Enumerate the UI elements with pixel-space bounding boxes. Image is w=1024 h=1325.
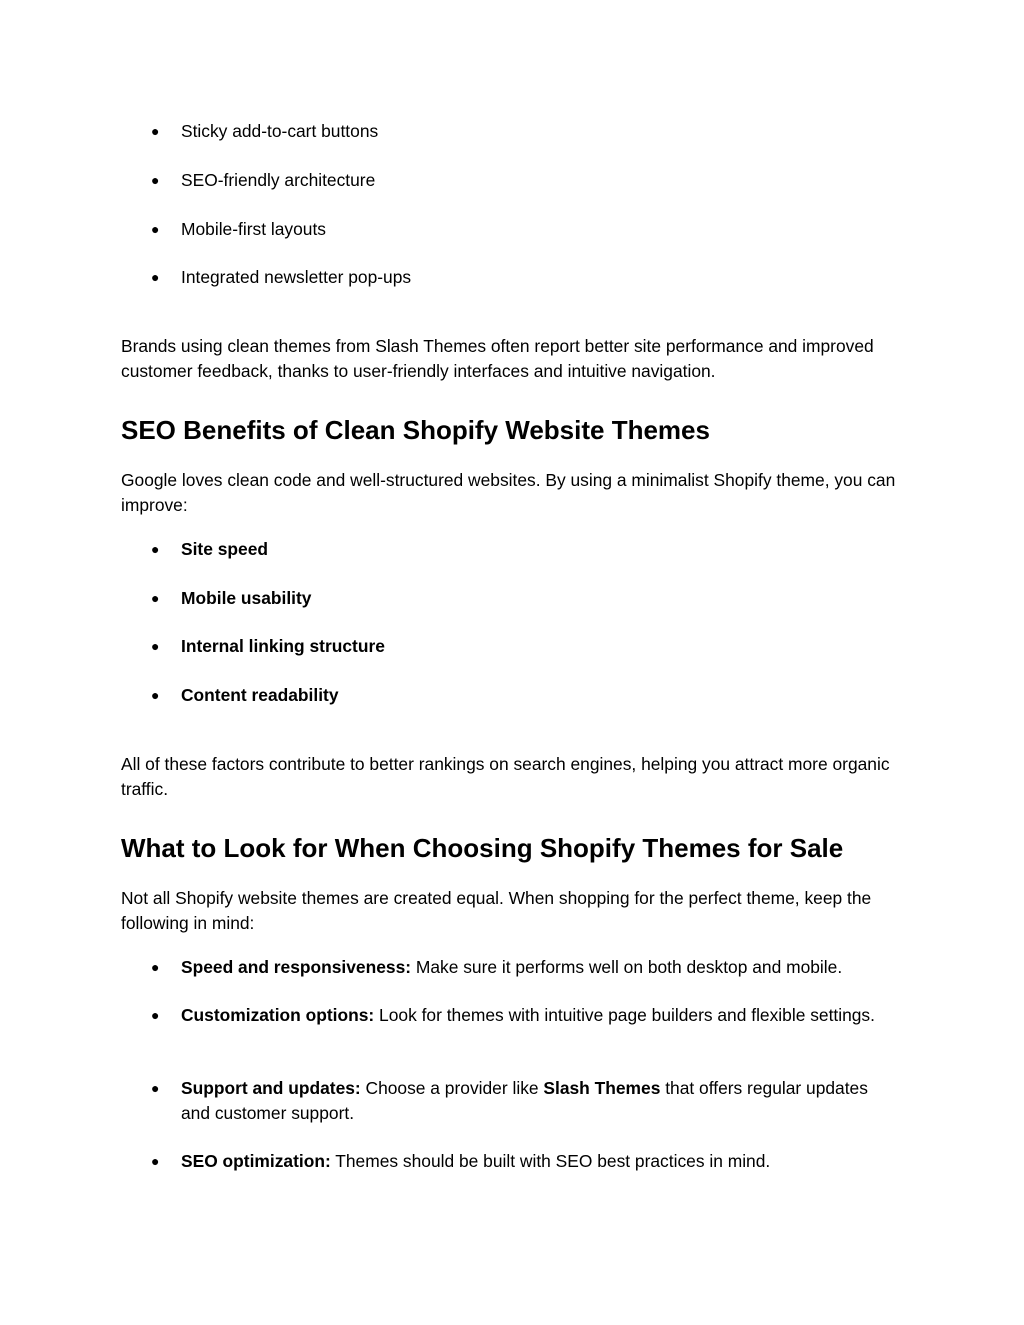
list-item-term: Support and updates: bbox=[181, 1078, 361, 1098]
list-item-description: Look for themes with intuitive page builders and flexible settings. bbox=[374, 1005, 875, 1025]
bullet-icon: ● bbox=[151, 590, 160, 606]
list-item-text bbox=[181, 1003, 896, 1028]
list-item-text bbox=[181, 955, 896, 980]
bullet-icon: ● bbox=[151, 687, 160, 703]
paragraph: Brands using clean themes from Slash Themes often report better site performance and improved customer feedback, thanks to user-friendly interfaces and intuitive navigation. bbox=[121, 336, 874, 381]
list-item-description: that offers regular updates and customer support. bbox=[181, 1078, 868, 1123]
brand-name: Slash Themes bbox=[543, 1078, 661, 1098]
bullet-icon: ● bbox=[151, 541, 160, 557]
list-item-text bbox=[181, 1149, 896, 1174]
paragraph: Google loves clean code and well-structured websites. By using a minimalist Shopify theme, you can improve: bbox=[121, 470, 896, 515]
list-item-text: Integrated newsletter pop-ups bbox=[181, 267, 412, 287]
paragraph: All of these factors contribute to better rankings on search engines, helping you attract more organic traffic. bbox=[121, 754, 890, 799]
bullet-icon: ● bbox=[151, 959, 160, 975]
list-item-text: Sticky add-to-cart buttons bbox=[181, 121, 379, 141]
bullet-icon: ● bbox=[151, 1007, 160, 1023]
list-item-term: Customization options: bbox=[181, 1005, 375, 1025]
list-item-text bbox=[181, 1076, 896, 1125]
list-item-text: SEO-friendly architecture bbox=[181, 170, 376, 190]
bullet-icon: ● bbox=[151, 221, 160, 237]
bullet-icon: ● bbox=[151, 1080, 160, 1096]
list-item-text: Mobile usability bbox=[181, 588, 312, 608]
list-item-text: Content readability bbox=[181, 685, 339, 705]
paragraph: Not all Shopify website themes are created equal. When shopping for the perfect theme, keep the following in mind: bbox=[121, 888, 872, 933]
bullet-icon: ● bbox=[151, 123, 160, 139]
list-item-term: SEO optimization: bbox=[181, 1151, 331, 1171]
bullet-icon: ● bbox=[151, 1153, 160, 1169]
list-item-description: Themes should be built with SEO best practices in mind. bbox=[330, 1151, 771, 1171]
list-item-text: Site speed bbox=[181, 539, 268, 559]
bullet-icon: ● bbox=[151, 269, 160, 285]
list-item-term: Speed and responsiveness: bbox=[181, 957, 412, 977]
list-item-text: Internal linking structure bbox=[181, 636, 385, 656]
section-heading: What to Look for When Choosing Shopify Themes for Sale bbox=[121, 833, 844, 863]
list-item-description: Choose a provider like bbox=[360, 1078, 544, 1098]
list-item-text: Mobile-first layouts bbox=[181, 219, 326, 239]
bullet-icon: ● bbox=[151, 172, 160, 188]
section-heading: SEO Benefits of Clean Shopify Website Themes bbox=[121, 415, 710, 445]
list-item-description: Make sure it performs well on both desktop and mobile. bbox=[411, 957, 843, 977]
bullet-icon: ● bbox=[151, 638, 160, 654]
